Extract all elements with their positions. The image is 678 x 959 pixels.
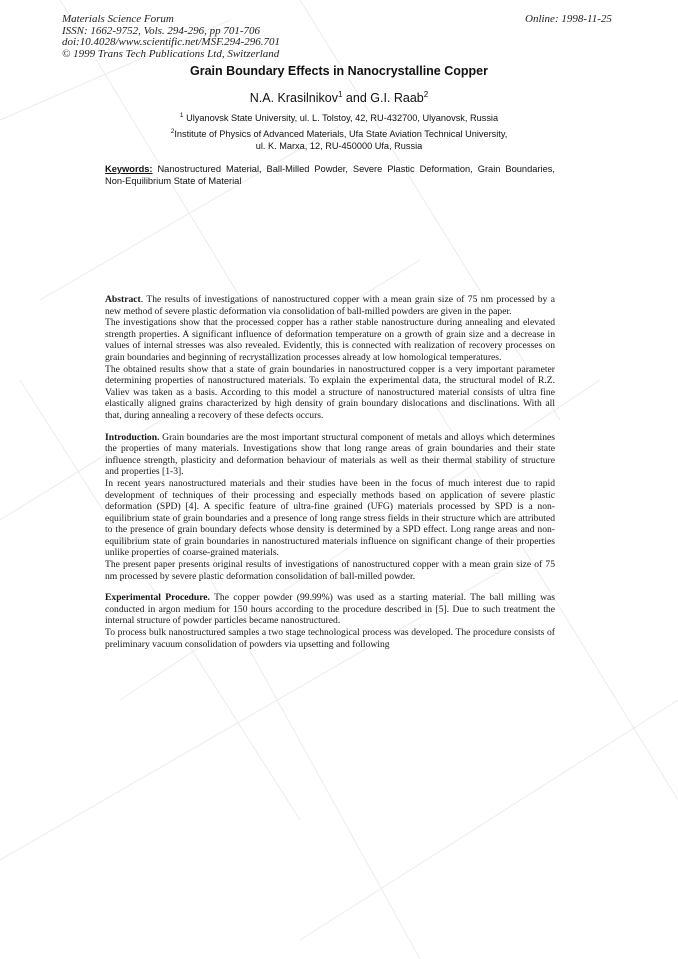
paper-title: Grain Boundary Effects in Nanocrystalline Copper bbox=[190, 64, 488, 78]
experimental-label: Experimental Procedure. bbox=[105, 592, 210, 604]
copyright-line: © 1999 Trans Tech Publications Ltd, Switzerland bbox=[62, 47, 280, 60]
author-name: G.I. Raab bbox=[370, 91, 424, 105]
author-name: N.A. Krasilnikov bbox=[249, 91, 338, 105]
publication-metadata bbox=[62, 14, 280, 60]
paper-body bbox=[105, 294, 558, 650]
author-joiner: and bbox=[342, 91, 371, 105]
affiliation-marker: 2 bbox=[170, 127, 175, 135]
abstract-paragraph: The investigations show that the processed copper has a rather stable nanostructure during annealing and elevated strength properties. A significant influence of deformation temperature on a growth of grain size and a decrease in values of internal stresses was also revealed. Evidently, this is connected with realization of recovery processes on grain boundaries and beginning of recrystallization processes already at low homological temperatures. bbox=[105, 317, 555, 363]
affiliation-1 bbox=[0, 112, 678, 124]
keywords-text: Nanostructured Material, Ball-Milled Powder, Severe Plastic Deformation, Grain Boundaries, Non-Equilibrium State of Material bbox=[105, 164, 558, 186]
abstract-paragraph: The obtained results show that a state of grain boundaries in nanostructured copper is a very important parameter determining properties of nanostructured materials. To explain the experimental data, the structural model of R.Z. Valiev was taken as a basis. According to this model a structure of nanostructured material consists of ultra fine elastically aligned grains characterized by high density of grain boundary dislocations and disclinations. With all that, during annealing a recovery of these defects occurs. bbox=[105, 363, 555, 421]
affiliation-marker: 2 bbox=[423, 89, 429, 99]
online-date: Online: 1998-11-25 bbox=[525, 13, 612, 25]
experimental-paragraph: Experimental Procedure. The copper powder (99.99%) was used as a starting material. The ball milling was conducted in argon medium for 150 hours according to the procedure described in [5]. Due to such treatment the internal structure of powder particles became nanostructured. bbox=[105, 592, 558, 627]
author-line bbox=[0, 91, 678, 105]
affiliation-marker: 1 bbox=[338, 89, 343, 99]
introduction-label: Introduction. bbox=[105, 431, 160, 443]
keywords bbox=[105, 163, 558, 187]
abstract-label: Abstract bbox=[105, 294, 141, 305]
introduction-paragraph: Introduction. Grain boundaries are the most important structural component of metals and alloys which determines the properties of many materials. Investigations show that long range areas of grain boundaries and their state influence strength, plasticity and deformation behaviour of materials as well as their thermal stability of structure and properties [1-3]. bbox=[105, 431, 558, 478]
introduction-paragraph: The present paper presents original results of investigations of nanostructured copper with a mean grain size of 75 nm processed by severe plastic deformation consolidation of ball-milled powder. bbox=[105, 559, 555, 582]
issn-line: ISSN: 1662-9752, Vols. 294-296, pp 701-706 bbox=[62, 24, 260, 37]
affiliation-text: Institute of Physics of Advanced Materials, Ufa State Aviation Technical University, bbox=[174, 129, 508, 139]
keywords-label: Keywords: bbox=[105, 164, 153, 174]
introduction-paragraph: In recent years nanostructured materials and their studies have been in the focus of much interest due to rapid development of techniques of their processing and especially methods based on application of severe plastic deformation (SPD) [4]. A specific feature of ultra-fine grained (UFG) materials processed by SPD is a non-equilibrium state of grain boundaries and a presence of long range stress fields in their structure which are attributed to the presence of grain boundary defects whose density is determined by a SPD effect. Long range areas and non-equilibrium state of grain boundaries in nanostructured materials influence on significant change of their properties unlike properties of coarse-grained materials. bbox=[105, 477, 555, 559]
affiliation-marker: 1 bbox=[179, 111, 184, 119]
affiliation-text: Ulyanovsk State University, ul. L. Tolstoy, 42, RU-432700, Ulyanovsk, Russia bbox=[183, 113, 499, 123]
experimental-paragraph: To process bulk nanostructured samples a two stage technological process was developed. The procedure consists of preliminary vacuum consolidation of powders via upsetting and following bbox=[105, 627, 555, 650]
doi-line: doi:10.4028/www.scientific.net/MSF.294-296.701 bbox=[62, 36, 281, 48]
affiliation-address: ul. K. Marxa, 12, RU-450000 Ufa, Russia bbox=[255, 141, 423, 151]
journal-name: Materials Science Forum bbox=[62, 13, 174, 25]
abstract-paragraph: Abstract. The results of investigations of nanostructured copper with a mean grain size of 75 nm processed by a new method of severe plastic deformation via consolidation of ball-milled powders are given in the paper. bbox=[105, 294, 555, 317]
affiliation-2 bbox=[0, 128, 678, 152]
